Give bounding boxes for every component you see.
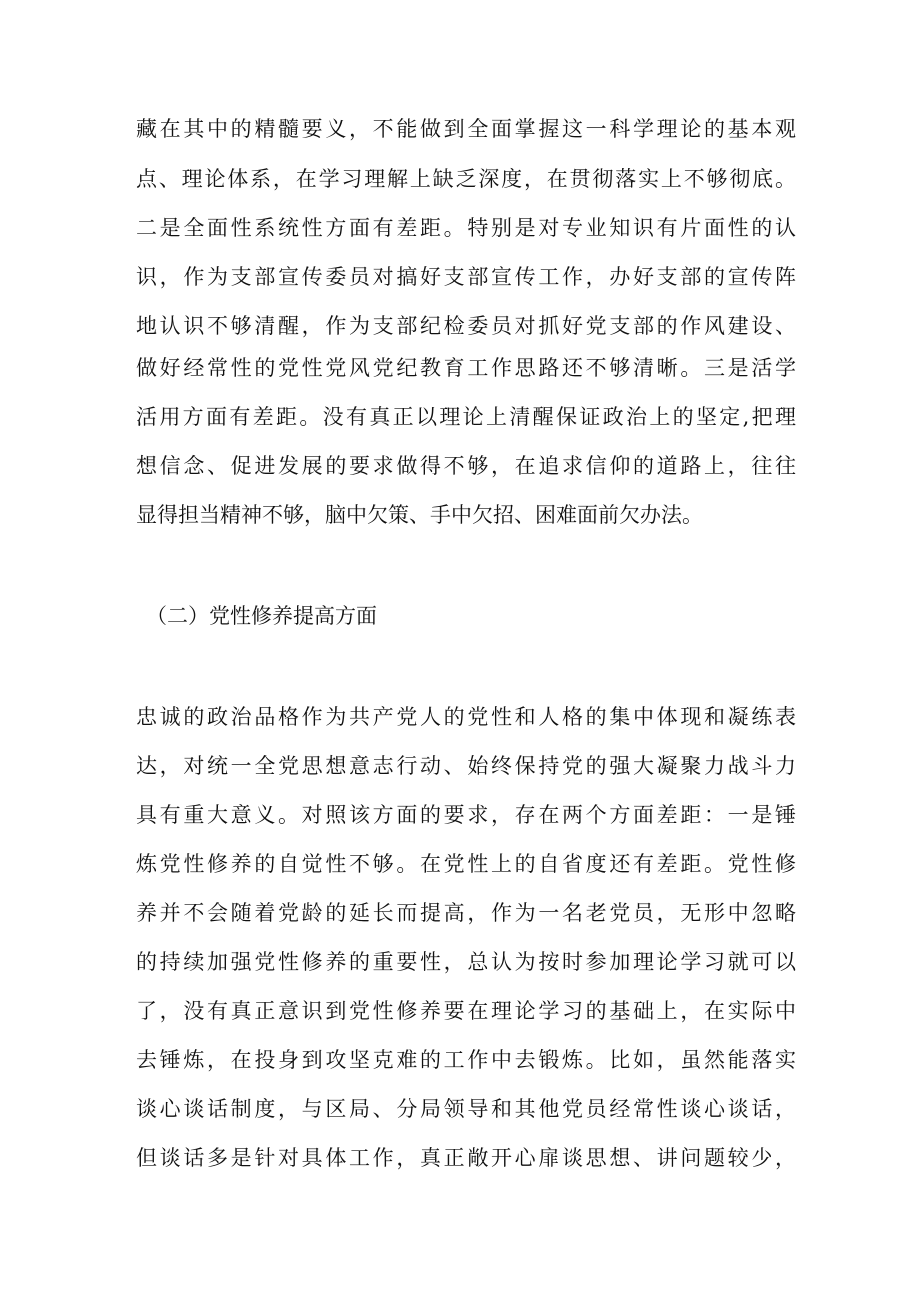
paragraph-line: 去锤炼，在投身到攻坚克难的工作中去锻炼。比如，虽然能落实: [136, 1048, 796, 1072]
paragraph-line: 养并不会随着党龄的延长而提高，作为一名老党员，无形中忽略: [136, 901, 796, 925]
paragraph-line: 识，作为支部宣传委员对搞好支部宣传工作，办好支部的宣传阵: [136, 265, 796, 289]
paragraph-line: 但谈话多是针对具体工作，真正敞开心扉谈思想、讲问题较少，: [136, 1146, 796, 1170]
paragraph-line: 地认识不够清醒，作为支部纪检委员对抓好党支部的作风建设、: [136, 314, 796, 338]
paragraph-line: 二是全面性系统性方面有差距。特别是对专业知识有片面性的认: [136, 216, 796, 240]
paragraph-line: 显得担当精神不够，脑中欠策、手中欠招、困难面前欠办法。: [136, 503, 703, 527]
paragraph-line: 点、理论体系，在学习理解上缺乏深度，在贯彻落实上不够彻底。: [136, 167, 796, 191]
paragraph-line: 达，对统一全党思想意志行动、始终保持党的强大凝聚力战斗力: [136, 754, 796, 778]
paragraph-line: 具有重大意义。对照该方面的要求，存在两个方面差距：一是锤: [136, 803, 796, 827]
paragraph-line: 活用方面有差距。没有真正以理论上清醒保证政治上的坚定,把理: [136, 405, 796, 429]
paragraph-line: 炼党性修养的自觉性不够。在党性上的自省度还有差距。党性修: [136, 852, 796, 876]
paragraph-line: 想信念、促进发展的要求做得不够，在追求信仰的道路上，往往: [136, 454, 796, 478]
paragraph-line: 做好经常性的党性党风党纪教育工作思路还不够清晰。三是活学: [136, 356, 796, 380]
section-heading: （二）党性修养提高方面: [146, 604, 377, 628]
paragraph-line: 藏在其中的精髓要义，不能做到全面掌握这一科学理论的基本观: [136, 117, 796, 141]
paragraph-line: 的持续加强党性修养的重要性，总认为按时参加理论学习就可以: [136, 950, 796, 974]
paragraph-line: 了，没有真正意识到党性修养要在理论学习的基础上，在实际中: [136, 999, 796, 1023]
paragraph-line: 忠诚的政治品格作为共产党人的党性和人格的集中体现和凝练表: [136, 705, 796, 729]
paragraph-line: 谈心谈话制度，与区局、分局领导和其他党员经常性谈心谈话，: [136, 1097, 796, 1121]
